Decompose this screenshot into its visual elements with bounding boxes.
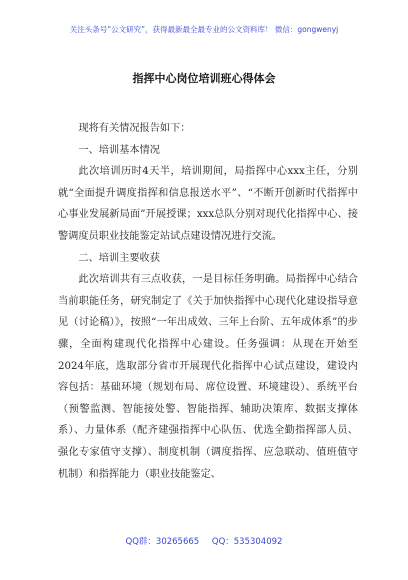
- header-note: 关注头条号“公文研究”，获得最新最全最专业的公文资料库！ 微信：gongwenyj: [69, 25, 339, 34]
- section-1-paragraph: 此次培训历时4天半，培训期间，局指挥中心xxx主任，分别就“全面提升调度指挥和信息报送水平”、“不断开创新时代指挥中心事业发展新局面”开展授课；xxx总队分别对现代化指挥中心、接警调度员职业技能鉴定站试点建设情况进行交流。: [58, 166, 358, 242]
- section-1-heading: 一、培训基本情况: [78, 144, 160, 156]
- document-title: 指挥中心岗位培训班心得体会: [132, 72, 276, 85]
- intro-paragraph: 现将有关情况报告如下：: [78, 123, 191, 134]
- section-2-heading: 二、培训主要收获: [78, 252, 160, 264]
- section-2-paragraph: 此次培训共有三点收获，一是目标任务明确。局指挥中心结合当前职能任务，研究制定了《关于加快指挥中心现代化建设指导意见（讨论稿）》，按照“一年出成效、三年上台阶、五年成体系”的步骤，全面构建现代化指挥中心建设。任务强调：从现在开始至2024年底，选取部分省市开展现代化指挥中心试点建设，建设内容包括：基础环境（规划布局、席位设置、环境建设）、系统平台（预警监测、智能接处警、智能指挥、辅助决策库、数据支撑体系）、力量体系（配齐建强指挥中心队伍、优选全勤指挥部人员、强化专家值守支撑）、制度机制（调度指挥、应急联动、值班值守机制）和指挥能力（职业技能鉴定、: [58, 274, 358, 480]
- footer-qq: QQ：535304092: [211, 537, 283, 547]
- document-body: [58, 118, 358, 485]
- footer-contact: [0, 535, 408, 547]
- footer-qq-group: QQ群：30265665: [125, 537, 200, 547]
